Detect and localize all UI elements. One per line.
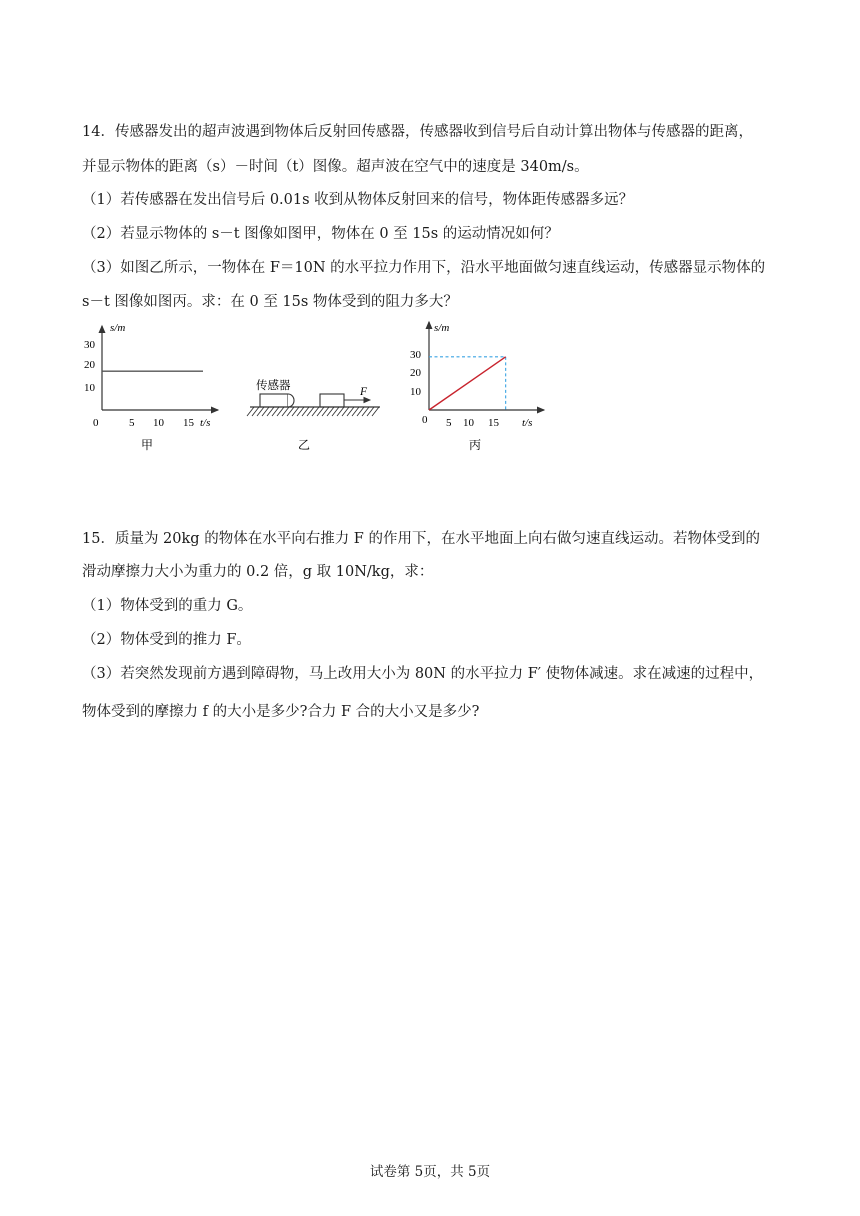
q14-part3-line2: s－t 图像如图丙。求：在 0 至 15s 物体受到的阻力多大？ — [82, 294, 458, 310]
figure-jia-chart — [78, 318, 228, 456]
q15-part3-line1: （3）若突然发现前方遇到障碍物，马上改用大小为 80N 的水平拉力 F′ 使物体减速。求在减速的过程中， — [82, 666, 764, 682]
q15-stem-line2: 滑动摩擦力大小为重力的 0.2 倍，g 取 10N/kg，求： — [82, 564, 434, 580]
bing-ytick-20: 20 — [410, 367, 421, 379]
jia-ytick-30: 30 — [84, 339, 95, 351]
q15-part1: （1）物体受到的重力 G。 — [82, 598, 253, 614]
bing-xtick-10: 10 — [463, 417, 474, 429]
bing-xlabel: t/s — [522, 417, 533, 429]
figure-yi-diagram — [246, 370, 386, 456]
bing-ytick-30: 30 — [410, 349, 421, 361]
q15-part3-line2: 物体受到的摩擦力 f 的大小是多少?合力 F 合的大小又是多少? — [82, 704, 480, 720]
q14-stem-line1: 14．传感器发出的超声波遇到物体后反射回传感器，传感器收到信号后自动计算出物体与传感器的距离， — [82, 124, 753, 140]
bing-xtick-5: 5 — [446, 417, 452, 429]
force-label: F — [360, 386, 368, 398]
sensor-device — [260, 394, 294, 407]
q15-part2: （2）物体受到的推力 F。 — [82, 632, 251, 648]
bing-xtick-15: 15 — [488, 417, 499, 429]
bing-ylabel: s/m — [434, 322, 450, 334]
bing-ytick-10: 10 — [410, 386, 421, 398]
jia-xtick-15: 15 — [183, 417, 194, 429]
jia-xtick-5: 5 — [129, 417, 135, 429]
jia-caption: 甲 — [141, 438, 154, 452]
jia-ytick-10: 10 — [84, 382, 95, 394]
jia-xtick-0: 0 — [93, 417, 99, 429]
bing-caption: 丙 — [469, 438, 482, 452]
moving-block — [320, 394, 344, 407]
ground-hatching — [247, 407, 380, 416]
q14-part3-line1: （3）如图乙所示，一物体在 F＝10N 的水平拉力作用下，沿水平地面做匀速直线运动，传感器显示物体的 — [82, 260, 766, 276]
jia-xtick-10: 10 — [153, 417, 164, 429]
q15-number: 15． — [82, 531, 115, 547]
yi-caption: 乙 — [298, 438, 311, 452]
jia-ytick-20: 20 — [84, 359, 95, 371]
page-footer: 试卷第 5页，共 5页 — [369, 1164, 491, 1180]
figure-bing-chart — [400, 318, 550, 456]
jia-ylabel: s/m — [110, 322, 126, 334]
q14-part2: （2）若显示物体的 s－t 图像如图甲，物体在 0 至 15s 的运动情况如何？ — [82, 226, 559, 242]
q14-number: 14． — [82, 124, 115, 140]
sensor-label: 传感器 — [256, 380, 291, 392]
q15-stem-line1: 15．质量为 20kg 的物体在水平向右推力 F 的作用下，在水平地面上向右做匀速直线运动。若物体受到的 — [82, 531, 760, 547]
q14-stem-line2: 并显示物体的距离（s）－时间（t）图像。超声波在空气中的速度是 340m/s。 — [82, 159, 589, 175]
bing-series-line — [429, 357, 506, 410]
bing-xtick-0: 0 — [422, 414, 428, 426]
q14-part1: （1）若传感器在发出信号后 0.01s 收到从物体反射回来的信号，物体距传感器多远？ — [82, 192, 634, 208]
jia-xlabel: t/s — [200, 417, 211, 429]
